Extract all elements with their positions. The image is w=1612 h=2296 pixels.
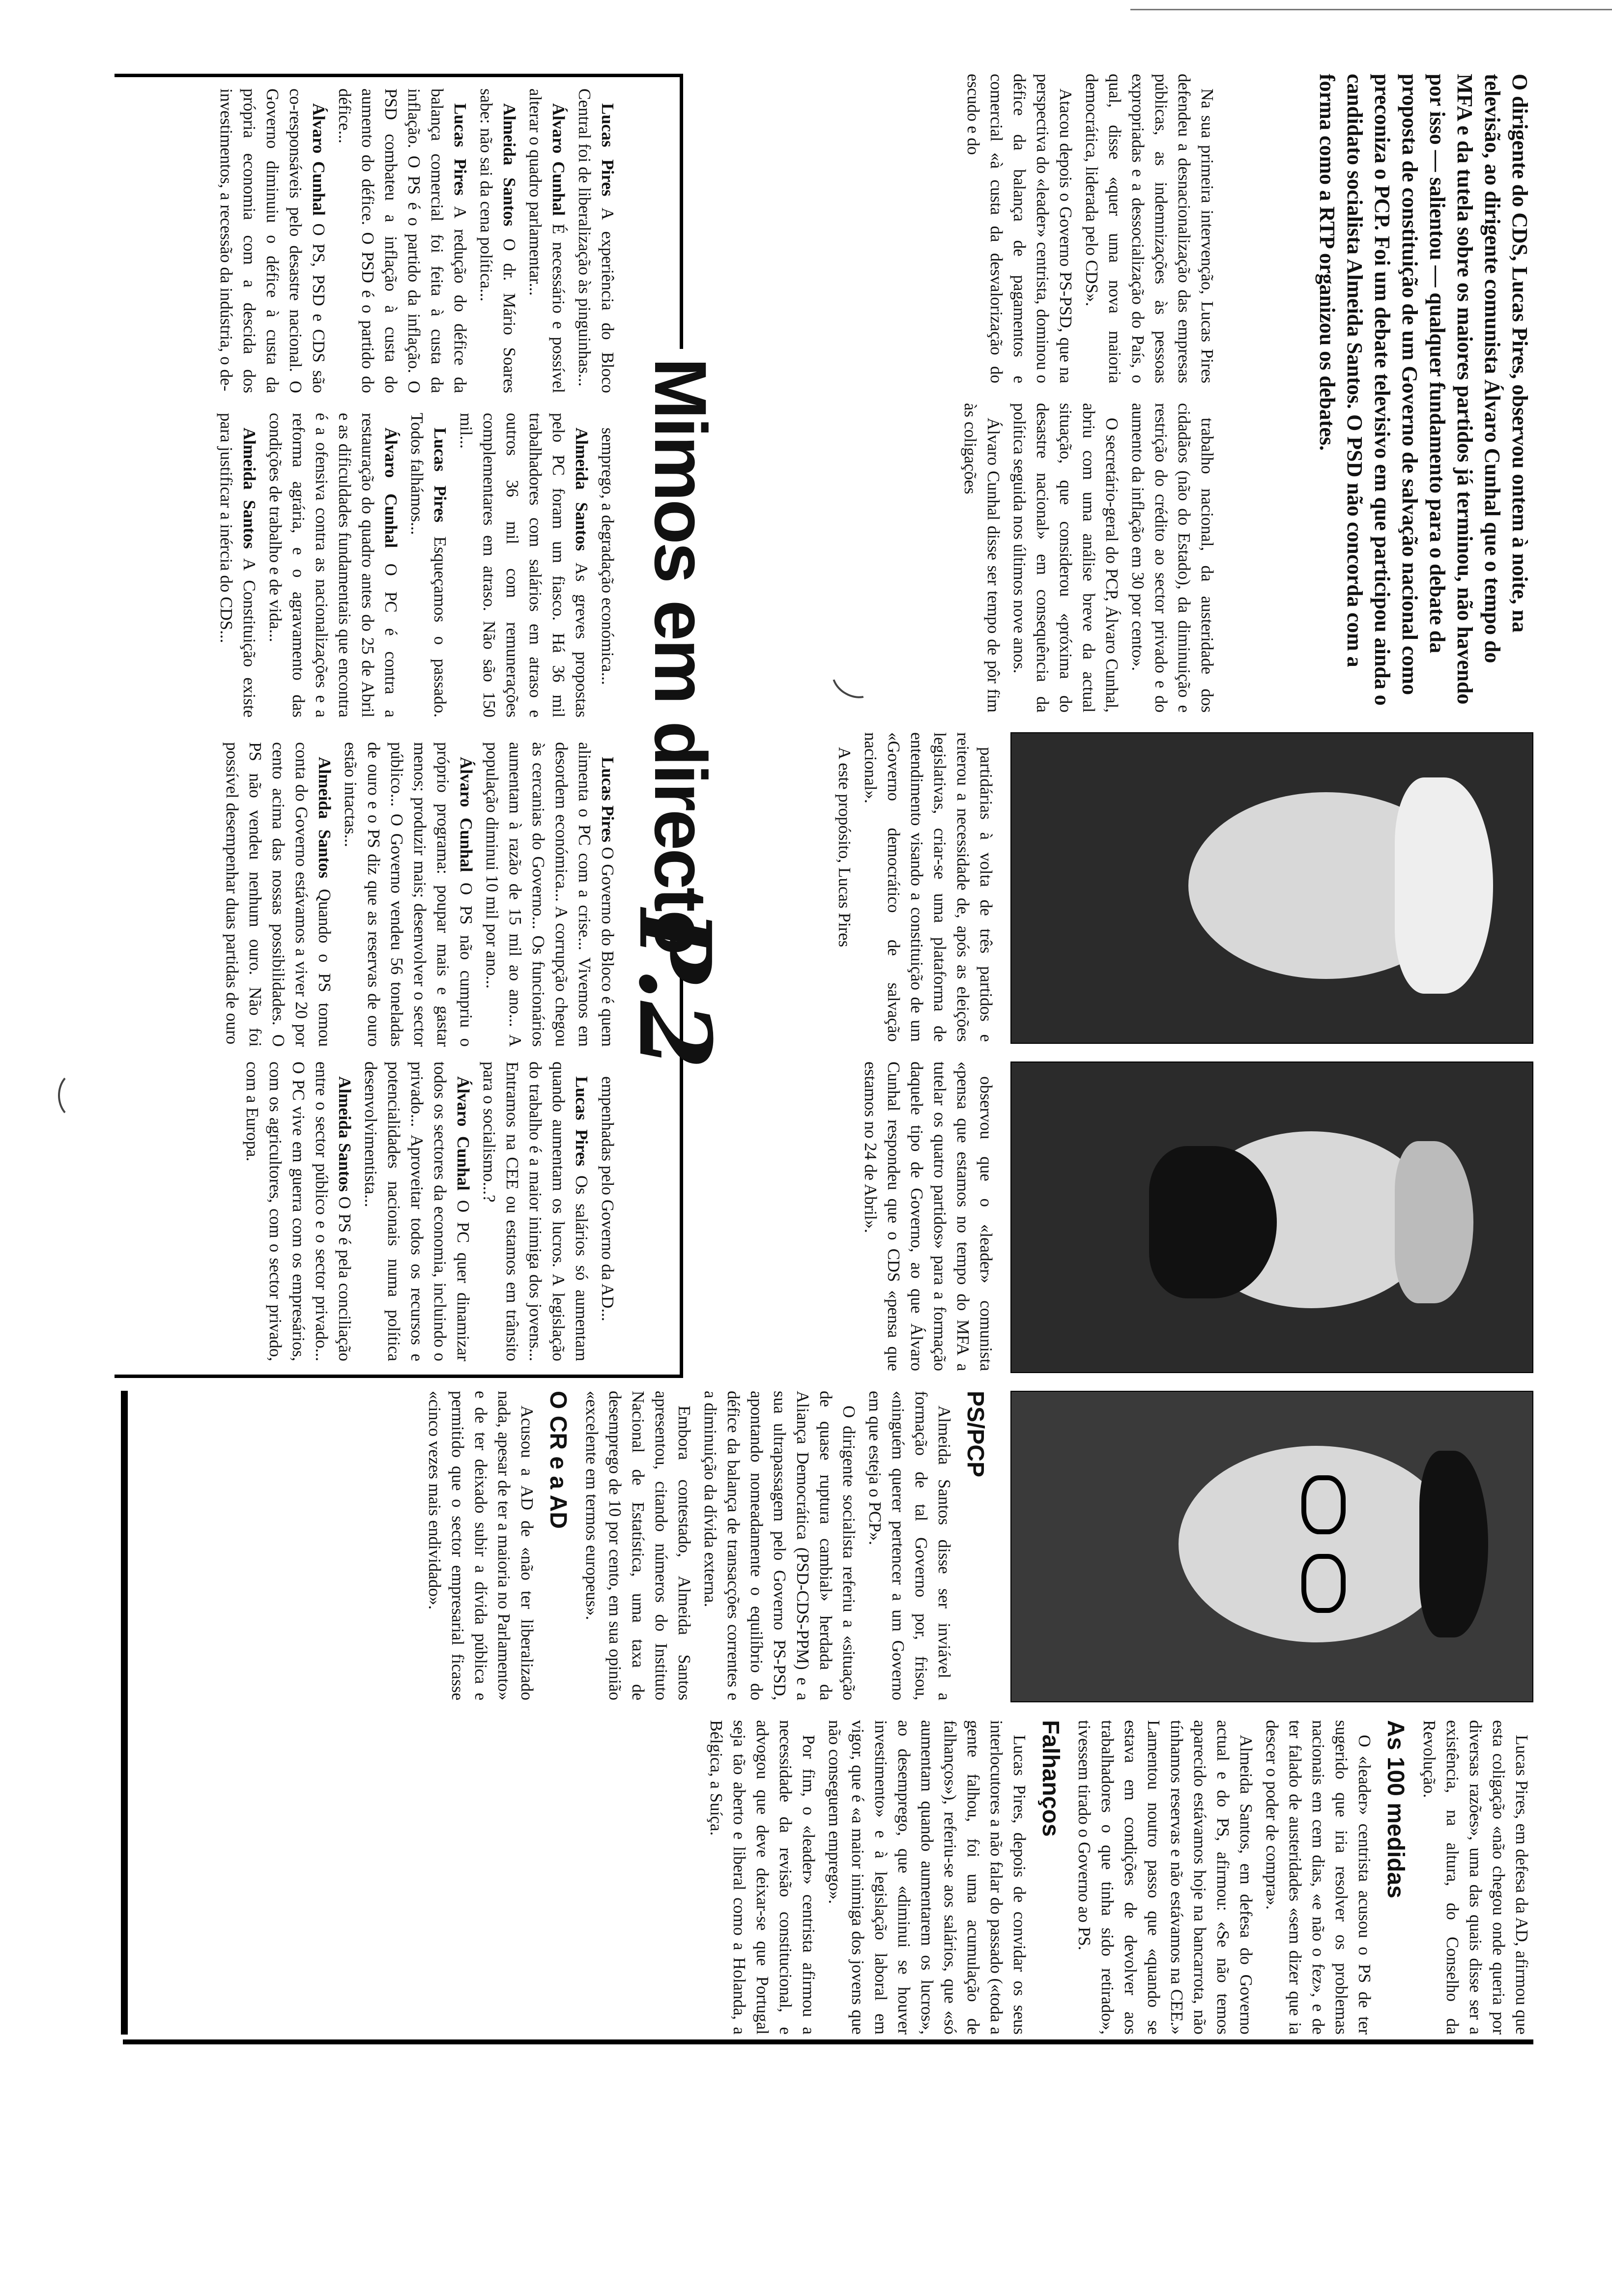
mimos-quote: [333, 88, 472, 393]
quote-speaker: Lucas Pires: [598, 757, 617, 843]
quote-speaker: Almeida Santos: [572, 428, 591, 551]
mimos-quote: [215, 88, 330, 393]
quote-speaker: Álvaro Cunhal: [309, 103, 328, 216]
quote-text: O Governo do Bloco é quem alimenta o PC com a crise... Vivemos em desordem económica... A corrupção chegou às cercanias do Governo... Os funcionários aumentam à razão de 15 mil ao ano... A população diminui 10 mil por ano...: [483, 742, 617, 1047]
body-paragraph: observou que o «leader» comunista «pensa que estamos no tempo do MFA a tutelar os quatro partidos» para a formação daquele tipo de Governo, ao que Álvaro Cunhal respondeu que o CDS «pensa que estamos no 24 de Abril».: [861, 1062, 996, 1371]
quote-text: É necessário e possível alterar o quadro parlamentar...: [526, 88, 568, 393]
body-paragraph: A este propósito, Lucas Pires: [835, 747, 854, 947]
mimos-quote: [596, 1062, 619, 1361]
column-rule: [123, 2039, 1533, 2044]
subheading-falhancos: Falhanços: [1037, 1720, 1064, 1837]
body-paragraph: O secretário-geral do PCP, Álvaro Cunhal, abriu com uma análise breve da actual situação, que considerou «próxima do desastre nacional» em consequência da política seguida nos últimos nove anos.: [1010, 403, 1122, 713]
scan-top-edge-line: [1130, 9, 1612, 10]
handwritten-page-note: P.2: [617, 909, 732, 1070]
mimos-column-3: [218, 742, 619, 1047]
quote-text: semprego, a degradação económica...: [598, 428, 617, 685]
subheading-ps-pcp: PS/PCP: [962, 1391, 988, 1478]
mimos-quote: [215, 413, 261, 718]
quote-text: A Constituição existe para justificar a inércia do CDS...: [217, 413, 259, 718]
article-column-2: [956, 403, 1219, 713]
quote-text: O PS não cumpriu o próprio programa: poupar mais e gastar menos; produzir mais; desenvolver o sector público... O Governo vendeu 56 toneladas de ouro e o PS diz que as reservas de ouro estão intactas...: [341, 742, 476, 1047]
quote-text: Esqueçamos o passado. Todos falhámos...: [407, 413, 450, 718]
article-lead-text: O dirigente do CDS, Lucas Pires, observou ontem à noite, na televisão, ao dirigente comunista Álvaro Cunhal que o tempo do MFA e da tutela sobre os maiores partidos já terminou, não havendo por isso — salientou — qualquer fundamento para o debate da proposta de constituição de um Governo de salvação nacional como preconiza o PCP. Foi um debate televisivo em que participou ainda o candidato socialista Almeida Santos. O PSD não concorda com a forma como a RTP organizou os debates.: [1315, 74, 1532, 706]
body-paragraph: Na sua primeira intervenção, Lucas Pires defendeu a desnacionalização das empresas públicas, as indemnizações às pessoas expropriadas e a dessocialização do País, o qual, disse «quer uma nova maioria democrática, liderada pelo CDS».: [1082, 74, 1217, 383]
body-paragraph: Por fim, o «leader» centrista afirmou a necessidade da revisão constitucional, e advogou que deve deixar-se que Portugal seja tão aberto e liberal como a Holanda, a Bélgica, a Suíça.: [707, 1720, 818, 2035]
body-paragraph: O «leader» centrista acusou o PS de ter sugerido que iria resolver os problemas nacionais em cem dias, «e não o fez», e de ter falado de austeridades «sem dizer que ia descer o poder de compra».: [1263, 1720, 1374, 2035]
quote-speaker: Álvaro Cunhal: [454, 1076, 473, 1191]
body-paragraph: trabalho nacional, da austeridade dos cidadãos (não do Estado), da diminuição e restrição do crédito ao sector privado e do aumento da inflação em 30 por cento».: [1128, 403, 1217, 713]
subheading-100-medidas: As 100 medidas: [1382, 1720, 1409, 1898]
article-lead: [1313, 74, 1533, 713]
mimos-quote: [481, 742, 619, 1047]
quote-text: Quando o PS tomou conta do Governo estávamos a viver 20 por cento acima das nossas possibilidades. O PS não vendeu nenhum ouro. Não foi possível desempenhar duas partidas de ouro: [223, 742, 334, 1047]
quote-speaker: Lucas Pires: [451, 103, 470, 196]
mimos-quote: [221, 742, 336, 1047]
quote-text: As greves propostas pelo PC foram um fiasco. Há 36 mil trabalhadores com salários em atraso e outros 36 mil com remunerações complementares em atraso. Não são 150 mil...: [457, 413, 591, 718]
body-paragraph: Embora contestado, Almeida Santos apresentou, citando números do Instituto Nacional de Estatística, uma taxa de desemprego de 10 por cento, em sua opinião «excelente em termos europeus».: [582, 1391, 694, 1700]
quote-speaker: Álvaro Cunhal: [381, 428, 401, 548]
article-column-5: [420, 1391, 998, 1700]
photo-lucas-pires: [1010, 732, 1533, 1044]
article-column-1: [959, 74, 1219, 383]
body-paragraph: Atacou depois o Governo PS-PSD, que na perspectiva do «leader» centrista, dominou o défice da balança de pagamentos e comercial «à custa da desvalorização do escudo e do: [964, 74, 1075, 383]
mimos-column-4: [238, 1062, 619, 1361]
body-paragraph: Álvaro Cunhal disse ser tempo de pôr fim às coligações: [961, 403, 1003, 713]
mimos-quote: [339, 742, 478, 1047]
quote-speaker: Almeida Santos: [315, 757, 334, 879]
mimos-quote: [596, 413, 619, 718]
mimos-column-2: [212, 413, 619, 718]
hole-punch-mark: [58, 1071, 96, 1119]
quote-speaker: Almeida Santos: [500, 103, 519, 227]
body-paragraph: Lucas Pires, depois de convidar os seus interlocutores a não falar do passado («toda a gente falhou, foi uma acumulação de falhanços»), referiu-se aos salários, que «só aumentam quando aumentarem os lucros», ao desemprego, que «diminui se houver investimento» e à legislação laboral em vigor, que é «a maior inimiga dos jovens que não conseguem emprego».: [825, 1720, 1029, 2035]
column-rule: [121, 1391, 128, 2035]
mimos-quote: [405, 413, 452, 718]
mimos-quote: [475, 88, 521, 393]
photo-alvaro-cunhal: [1010, 1062, 1533, 1373]
quote-text: O dr. Mário Soares sabe: não sai da cena política...: [477, 88, 519, 393]
article-column-4: [856, 1062, 998, 1371]
subheading-cr-ad: O CR e a AD: [545, 1391, 571, 1529]
quote-text: O PC é contra a restauração do quadro antes do 25 de Abril e as dificuldades fundamentais que encontra é a ofensiva contra as nacionalizações e a reforma agrária, e o agravamento das condições de trabalho e de vida...: [266, 413, 401, 718]
quote-text: O PS é pela conciliação entre o sector público e o sector privado... O PC vive em guerra com os empresários, com os agricultores, com o sector privado, com a Europa.: [243, 1062, 354, 1362]
quote-text: O PS, PSD e CDS são co-responsáveis pelo desastre nacional. O Governo diminuiu o défice à custa da própria economia com a descida dos investimentos, a recessão da indústria, o de-: [217, 88, 328, 393]
quote-speaker: Lucas Pires: [572, 1076, 591, 1167]
quote-speaker: Lucas Pires: [598, 103, 617, 197]
mimos-quote: [264, 413, 403, 718]
mimos-quote: [359, 1062, 475, 1361]
quote-text: Os salários só aumentam quando aumentam os lucros. A legislação do trabalho é a maior inimiga dos jovens... Entramos na CEE ou estamos em trânsito para o socialismo...?: [480, 1062, 591, 1361]
quote-text: O PC quer dinamizar todos os sectores da economia, incluindo o privado... Aproveitar todos os recursos e potencialidades nacionais numa política desenvolvimentista...: [361, 1062, 473, 1361]
quote-text: A redução do défice da balança comercial foi feita à custa da inflação. O PS é o partido da inflação. O PSD combateu a inflação à custa do aumento do défice. O PSD é o partido do défice...: [335, 88, 470, 393]
rotated-article: [118, 74, 1533, 2236]
photo-almeida-santos: [1010, 1391, 1533, 1702]
mimos-quote: [524, 88, 570, 393]
body-paragraph: Acusou a AD de «não ter liberalizado nada, apesar de ter a maioria no Parlamento» e de ter deixado subir a dívida pública e permitido que o sector empresarial ficasse «cinco vezes mais endividado».: [425, 1391, 537, 1700]
body-paragraph: Almeida Santos disse ser inviável a formação de tal Governo por, frisou, «ninguém querer pertencer a um Governo em que esteja o PCP».: [865, 1391, 954, 1700]
quote-speaker: Álvaro Cunhal: [457, 757, 476, 872]
quote-speaker: Álvaro Cunhal: [549, 103, 568, 216]
article-column-3: [830, 732, 998, 1042]
mimos-quote: [455, 413, 593, 718]
mimos-column-1: [212, 88, 619, 393]
article-column-6: [702, 1720, 1533, 2035]
quote-text: A experiência do Bloco Central foi de liberalização às pinguinhas...: [575, 88, 617, 393]
mimos-quote: [241, 1062, 356, 1361]
quote-speaker: Lucas Pires: [431, 428, 450, 522]
quote-text: empenhadas pelo Governo da AD...: [598, 1076, 617, 1321]
quote-speaker: Almeida Santos: [335, 1076, 354, 1192]
box-title: Mimos em directo: [644, 349, 718, 962]
quote-speaker: Almeida Santos: [240, 428, 259, 549]
body-paragraph: partidárias à volta de três partidos e reiterou a necessidade de, após as eleições legislativas, criar-se uma plataforma de entendimento visando a constituição de um «Governo democrático de salvação nacional».: [861, 732, 996, 1042]
body-paragraph: O dirigente socialista referiu a «situação de quase ruptura cambial» herdada da Aliança Democrática (PSD-CDS-PPM) e a sua ultrapassagem pelo Governo PS-PSD, apontando nomeadamente o equilíbrio do défice da balança de transacções correntes e a diminuição da dívida externa.: [701, 1391, 859, 1700]
body-paragraph: Almeida Santos, em defesa do Governo actual e do PS, afirmou: «Se não temos aparecido estávamos hoje na bancarrota, não tínhamos reservas e não estávamos na CEE.» Lamentou noutro passo que «quando se estava em condições de devolver aos trabalhadores o que tinha sido retirado», tivessem tirado o Governo ao PS.: [1075, 1720, 1256, 2035]
body-paragraph: Lucas Pires, em defesa da AD, afirmou que esta coligação «não chegou onde queria por diversas razões», uma das quais disse ser a existência, na altura, do Conselho da Revolução.: [1420, 1720, 1531, 2035]
mimos-quote: [478, 1062, 593, 1361]
mimos-quote: [573, 88, 619, 393]
